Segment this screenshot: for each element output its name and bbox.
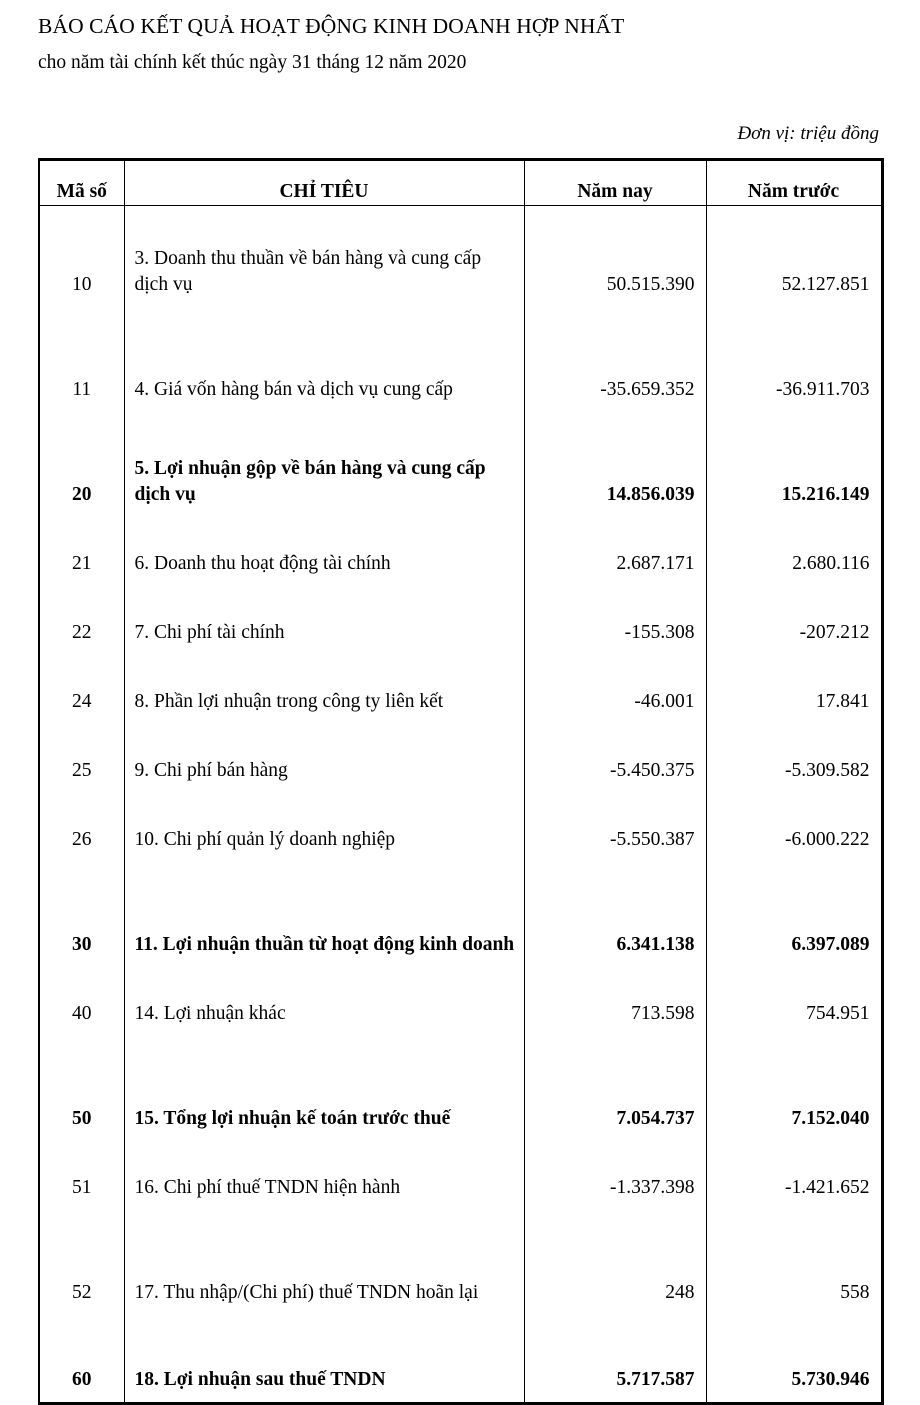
cell-current-year: -5.450.375 (524, 724, 706, 793)
table-row (39, 793, 882, 862)
cell-code: 50 (39, 1036, 124, 1141)
table-row (39, 862, 882, 967)
table-row (39, 1210, 882, 1315)
cell-description: 9. Chi phí bán hàng (124, 724, 524, 793)
cell-current-year: 713.598 (524, 967, 706, 1036)
table-row (39, 206, 882, 308)
cell-code: 22 (39, 586, 124, 655)
cell-current-year: 50.515.390 (524, 206, 706, 308)
page-title: BÁO CÁO KẾT QUẢ HOẠT ĐỘNG KINH DOANH HỢP NHẤT (38, 14, 625, 38)
table-row (39, 1315, 882, 1404)
cell-previous-year: 5.730.946 (706, 1315, 882, 1404)
cell-description: 10. Chi phí quản lý doanh nghiệp (124, 793, 524, 862)
column-header-description: CHỈ TIÊU (124, 160, 524, 206)
cell-code: 24 (39, 655, 124, 724)
table-row (39, 586, 882, 655)
cell-current-year: -1.337.398 (524, 1141, 706, 1210)
currency-unit-note: Đơn vị: triệu đồng (737, 123, 879, 144)
cell-description: 15. Tổng lợi nhuận kế toán trước thuế (124, 1036, 524, 1141)
cell-previous-year: -6.000.222 (706, 793, 882, 862)
cell-description: 7. Chi phí tài chính (124, 586, 524, 655)
cell-current-year: 7.054.737 (524, 1036, 706, 1141)
cell-code: 20 (39, 412, 124, 517)
table-row (39, 307, 882, 412)
cell-code: 60 (39, 1315, 124, 1404)
cell-code: 30 (39, 862, 124, 967)
cell-previous-year: 17.841 (706, 655, 882, 724)
table-row (39, 655, 882, 724)
cell-description: 11. Lợi nhuận thuần từ hoạt động kinh doanh (124, 862, 524, 967)
column-header-previous-year: Năm trước (706, 160, 882, 206)
cell-description: 4. Giá vốn hàng bán và dịch vụ cung cấp (124, 307, 524, 412)
cell-current-year: 14.856.039 (524, 412, 706, 517)
income-statement-table (38, 158, 884, 1405)
cell-current-year: 6.341.138 (524, 862, 706, 967)
table-row (39, 724, 882, 793)
cell-description: 8. Phần lợi nhuận trong công ty liên kết (124, 655, 524, 724)
cell-current-year: -46.001 (524, 655, 706, 724)
cell-code: 52 (39, 1210, 124, 1315)
cell-previous-year: 2.680.116 (706, 517, 882, 586)
cell-current-year: -5.550.387 (524, 793, 706, 862)
table-row (39, 1141, 882, 1210)
cell-previous-year: -207.212 (706, 586, 882, 655)
cell-previous-year: 558 (706, 1210, 882, 1315)
cell-previous-year: -5.309.582 (706, 724, 882, 793)
cell-current-year: -155.308 (524, 586, 706, 655)
cell-description: 6. Doanh thu hoạt động tài chính (124, 517, 524, 586)
cell-previous-year: 754.951 (706, 967, 882, 1036)
page-subtitle: cho năm tài chính kết thúc ngày 31 tháng 12 năm 2020 (38, 52, 467, 73)
cell-code: 26 (39, 793, 124, 862)
cell-previous-year: 52.127.851 (706, 206, 882, 308)
cell-previous-year: 7.152.040 (706, 1036, 882, 1141)
table-row (39, 412, 882, 517)
cell-description: 18. Lợi nhuận sau thuế TNDN (124, 1315, 524, 1404)
column-header-current-year: Năm nay (524, 160, 706, 206)
cell-code: 11 (39, 307, 124, 412)
cell-code: 25 (39, 724, 124, 793)
table-body (39, 206, 882, 1404)
table-row (39, 1036, 882, 1141)
cell-description: 3. Doanh thu thuần về bán hàng và cung cấp dịch vụ (124, 206, 524, 308)
cell-code: 21 (39, 517, 124, 586)
table-row (39, 517, 882, 586)
table-header (39, 160, 882, 206)
table-header-row (39, 160, 882, 206)
cell-current-year: 248 (524, 1210, 706, 1315)
cell-description: 14. Lợi nhuận khác (124, 967, 524, 1036)
cell-previous-year: 6.397.089 (706, 862, 882, 967)
table-row (39, 967, 882, 1036)
cell-current-year: -35.659.352 (524, 307, 706, 412)
cell-current-year: 2.687.171 (524, 517, 706, 586)
column-header-code: Mã số (39, 160, 124, 206)
cell-previous-year: 15.216.149 (706, 412, 882, 517)
cell-description: 17. Thu nhập/(Chi phí) thuế TNDN hoãn lại (124, 1210, 524, 1315)
cell-description: 16. Chi phí thuế TNDN hiện hành (124, 1141, 524, 1210)
cell-description: 5. Lợi nhuận gộp về bán hàng và cung cấp dịch vụ (124, 412, 524, 517)
cell-current-year: 5.717.587 (524, 1315, 706, 1404)
cell-code: 40 (39, 967, 124, 1036)
cell-code: 51 (39, 1141, 124, 1210)
cell-previous-year: -1.421.652 (706, 1141, 882, 1210)
cell-previous-year: -36.911.703 (706, 307, 882, 412)
cell-code: 10 (39, 206, 124, 308)
